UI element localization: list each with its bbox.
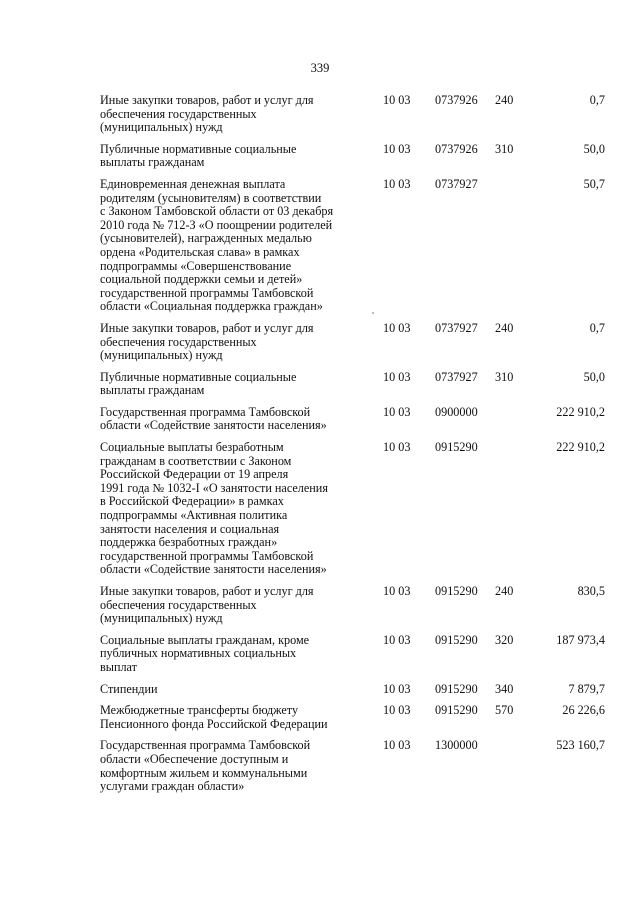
name-line: обеспечения государственных — [100, 334, 257, 349]
name-line: родителям (усыновителям) в соответствии — [100, 190, 322, 205]
amount: 26 226,6 — [562, 703, 605, 718]
target-code: 0737927 — [435, 320, 478, 335]
name-line: (муниципальных) нужд — [100, 611, 223, 626]
name-line: государственной программы Тамбовской — [100, 548, 314, 563]
name-line: Пенсионного фонда Российской Федерации — [100, 716, 328, 731]
name-line: Государственная программа Тамбовской — [100, 404, 311, 419]
expense-type-code: 240 — [495, 584, 514, 598]
table-row — [100, 585, 605, 626]
row-name — [100, 585, 362, 626]
name-line: подпрограммы «Активная политика — [100, 508, 288, 523]
scan-speck — [372, 312, 374, 314]
target-code: 0737927 — [435, 369, 478, 384]
name-line: области «Содействие занятости населения» — [100, 562, 327, 577]
row-name — [100, 178, 362, 314]
name-line: ордена «Родительская слава» в рамках — [100, 244, 300, 259]
expense-type-code: 240 — [495, 93, 514, 107]
expense-type-code: 320 — [495, 632, 514, 647]
table-row — [100, 143, 605, 170]
section-code: 10 03 — [383, 632, 411, 647]
row-name — [100, 143, 362, 170]
table-row — [100, 406, 605, 433]
name-line: области «Социальная поддержка граждан» — [100, 299, 323, 314]
name-line: Иные закупки товаров, работ и услуг для — [100, 320, 314, 335]
target-code: 0900000 — [435, 404, 478, 419]
amount: 222 910,2 — [556, 404, 605, 419]
name-line: Иные закупки товаров, работ и услуг для — [100, 584, 314, 598]
name-line: в Российской Федерации» в рамках — [100, 494, 284, 509]
amount: 187 973,4 — [556, 632, 605, 647]
name-line: (муниципальных) нужд — [100, 348, 223, 363]
amount: 830,5 — [577, 584, 605, 598]
section-code: 10 03 — [383, 738, 411, 753]
table-row — [100, 441, 605, 577]
name-line: Социальные выплаты безработным — [100, 440, 284, 455]
name-line: услугами граждан области» — [100, 779, 245, 794]
row-name — [100, 322, 362, 363]
name-line: обеспечения государственных — [100, 597, 257, 612]
target-code: 0915290 — [435, 703, 478, 718]
section-code: 10 03 — [383, 404, 411, 419]
row-name — [100, 739, 362, 793]
target-code: 0915290 — [435, 584, 478, 598]
name-line: Публичные нормативные социальные — [100, 369, 297, 384]
name-line: выплаты гражданам — [100, 155, 205, 170]
expense-type-code: 240 — [495, 320, 514, 335]
section-code: 10 03 — [383, 320, 411, 335]
page-number: 339 — [310, 61, 330, 75]
name-line: Межбюджетные трансферты бюджету — [100, 703, 299, 718]
target-code: 0915290 — [435, 632, 478, 647]
name-line: Иные закупки товаров, работ и услуг для — [100, 93, 314, 107]
budget-table — [100, 94, 605, 802]
name-line: 2010 года № 712-З «О поощрении родителей — [100, 217, 333, 232]
name-line: Государственная программа Тамбовской — [100, 738, 311, 753]
amount: 50,0 — [583, 369, 605, 384]
amount: 0,7 — [589, 93, 605, 107]
table-row — [100, 739, 605, 793]
name-line: подпрограммы «Совершенствование — [100, 258, 292, 273]
name-line: Единовременная денежная выплата — [100, 176, 286, 191]
expense-type-code: 340 — [495, 681, 514, 696]
name-line: обеспечения государственных — [100, 106, 257, 121]
amount: 7 879,7 — [568, 681, 605, 696]
table-row — [100, 371, 605, 398]
name-line: выплат — [100, 659, 137, 674]
name-line: Российской Федерации от 19 апреля — [100, 467, 289, 482]
row-name — [100, 406, 362, 433]
section-code: 10 03 — [383, 703, 411, 718]
name-line: Социальные выплаты гражданам, кроме — [100, 632, 310, 647]
name-line: публичных нормативных социальных — [100, 646, 297, 661]
row-name — [100, 634, 362, 675]
name-line: области «Содействие занятости населения» — [100, 418, 327, 433]
amount: 222 910,2 — [556, 440, 605, 455]
table-row — [100, 683, 605, 697]
name-line: комфортным жильем и коммунальными — [100, 765, 308, 780]
name-line: государственной программы Тамбовской — [100, 285, 314, 300]
name-line: социальной поддержки семьи и детей» — [100, 272, 303, 287]
table-row — [100, 704, 605, 731]
name-line: (муниципальных) нужд — [100, 120, 223, 135]
row-name — [100, 704, 362, 731]
name-line: выплаты гражданам — [100, 383, 205, 398]
row-name — [100, 94, 362, 135]
amount: 0,7 — [589, 320, 605, 335]
table-row — [100, 178, 605, 314]
name-line: занятости населения и социальная — [100, 521, 280, 536]
name-line: Публичные нормативные социальные — [100, 141, 297, 156]
section-code: 10 03 — [383, 141, 411, 156]
table-row — [100, 634, 605, 675]
name-line: поддержка безработных граждан» — [100, 535, 278, 550]
name-line: гражданам в соответствии с Законом — [100, 453, 292, 468]
target-code: 0737926 — [435, 141, 478, 156]
name-line: Стипендии — [100, 681, 158, 696]
name-line: 1991 года № 1032-I «О занятости населения — [100, 480, 328, 495]
amount: 523 160,7 — [556, 738, 605, 753]
section-code: 10 03 — [383, 176, 411, 191]
name-line: (усыновителей), награжденных медалью — [100, 231, 312, 246]
expense-type-code: 570 — [495, 703, 514, 718]
section-code: 10 03 — [383, 440, 411, 455]
table-row — [100, 94, 605, 135]
name-line: области «Обеспечение доступным и — [100, 751, 289, 766]
row-name — [100, 683, 362, 697]
expense-type-code: 310 — [495, 141, 514, 156]
target-code: 0737927 — [435, 176, 478, 191]
row-name — [100, 441, 362, 577]
amount: 50,7 — [583, 176, 605, 191]
section-code: 10 03 — [383, 369, 411, 384]
target-code: 1300000 — [435, 738, 478, 753]
section-code: 10 03 — [383, 584, 411, 598]
target-code: 0915290 — [435, 440, 478, 455]
amount: 50,0 — [583, 141, 605, 156]
table-row — [100, 322, 605, 363]
target-code: 0737926 — [435, 93, 478, 107]
section-code: 10 03 — [383, 681, 411, 696]
name-line: с Законом Тамбовской области от 03 декабря — [100, 204, 334, 219]
expense-type-code: 310 — [495, 369, 514, 384]
section-code: 10 03 — [383, 93, 411, 107]
row-name — [100, 371, 362, 398]
target-code: 0915290 — [435, 681, 478, 696]
